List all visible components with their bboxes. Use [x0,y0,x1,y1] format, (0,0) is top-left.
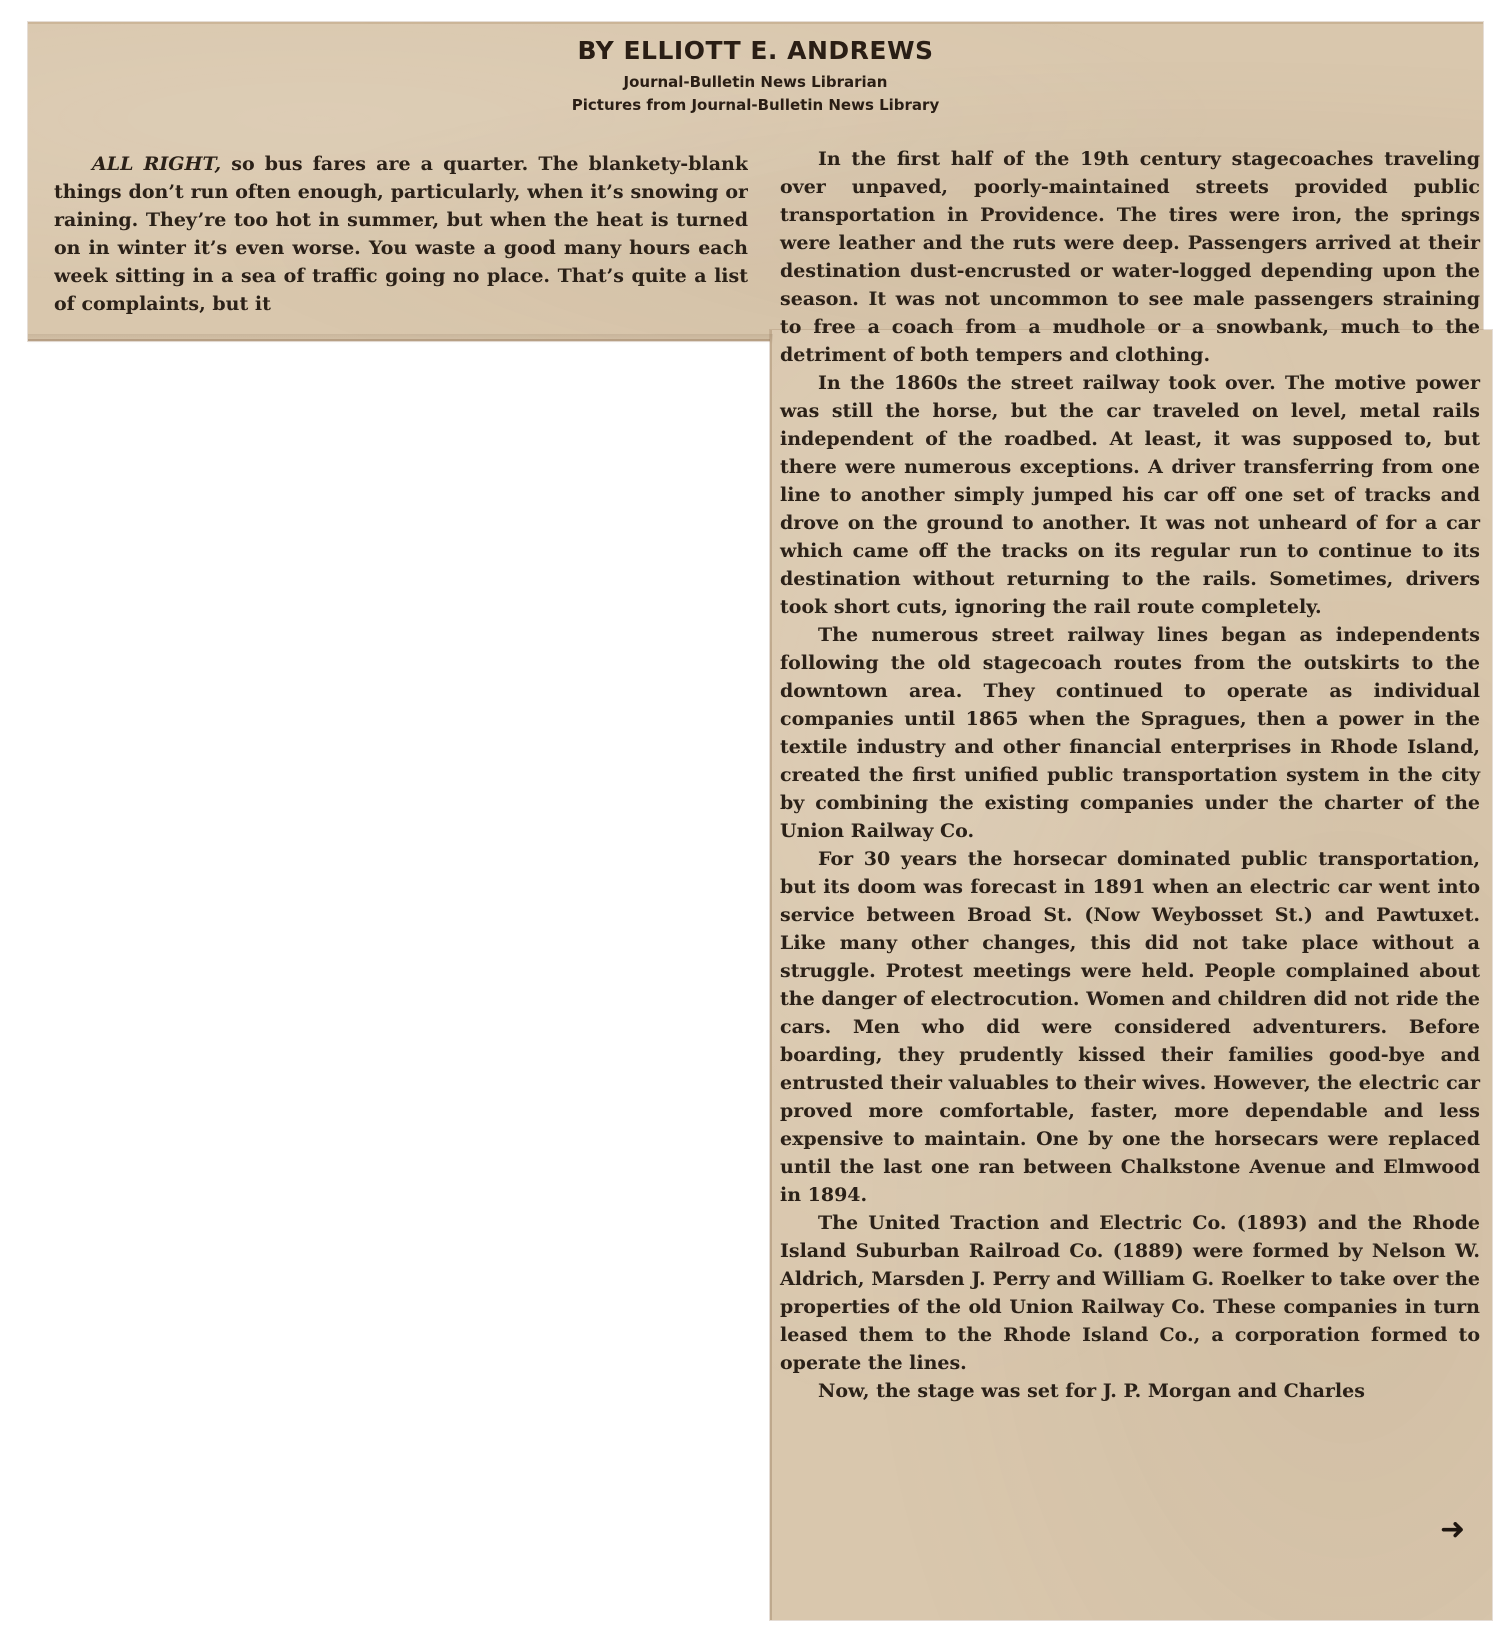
article-opening-paragraph [54,150,748,318]
article-right-column [780,145,1480,1405]
author-role: Journal-Bulletin News Librarian [623,73,888,91]
article-paragraph: In the 1860s the street railway took over. The motive power was still the horse, but the car traveled on level, metal rails independent of the roadbed. At least, it was supposed to, but there were numerous exceptions. A driver transferring from one line to another simply jumped his car off one set of tracks and drove on the ground to another. It was not unheard of for a car which came off the tracks on its regular run to continue to its destination without returning to the rails. Sometimes, drivers took short cuts, ignoring the rail route completely. [780,372,1480,618]
article-lead-in: ALL RIGHT, [92,153,222,175]
article-paragraph: In the first half of the 19th century stagecoaches traveling over unpaved, poorly-maintained streets provided public transportation in Providence. The tires were iron, the springs were leather and the ruts were deep. Passengers arrived at their destination dust-encrusted or water-logged depending upon the season. It was not uncommon to see male passengers straining to free a coach from a mudhole or a snowbank, much to the detriment of both tempers and clothing. [780,148,1480,366]
author-name: BY ELLIOTT E. ANDREWS [577,36,934,65]
continue-arrow-icon: ➜ [1440,1512,1466,1547]
article-left-column [54,150,748,340]
article-opening-text: so bus fares are a quarter. The blankety-blank things don’t run often enough, particularly, when it’s snowing or raining. They’re too hot in summer, but when the heat is turned on in winter it’s even worse. You waste a good many hours each week sitting in a sea of traffic going no place. That’s quite a list of complaints, but it [54,153,748,315]
article-paragraph: The numerous street railway lines began as independents following the old stagecoach routes from the outskirts to the downtown area. They continued to operate as individual companies until 1865 when the Spragues, then a power in the textile industry and other financial enterprises in Rhode Island, created the first unified public transportation system in the city by combining the existing companies under the charter of the Union Railway Co. [780,624,1480,842]
byline [28,36,1483,117]
picture-credit: Pictures from Journal-Bulletin News Library [571,96,940,114]
article-paragraph: Now, the stage was set for J. P. Morgan and Charles [818,1380,1365,1402]
article-paragraph: For 30 years the horsecar dominated public transportation, but its doom was forecast in 1891 when an electric car went into service between Broad St. (Now Weybosset St.) and Pawtuxet. Like many other changes, this did not take place without a struggle. Protest meetings were held. People complained about the danger of electrocution. Women and children did not ride the cars. Men who did were considered adventurers. Before boarding, they prudently kissed their families good-bye and entrusted their valuables to their wives. However, the electric car proved more comfortable, faster, more dependable and less expensive to maintain. One by one the horsecars were replaced until the last one ran between Chalkstone Avenue and Elmwood in 1894. [780,848,1480,1206]
article-paragraph: The United Traction and Electric Co. (1893) and the Rhode Island Suburban Railroad Co. (1889) were formed by Nelson W. Aldrich, Marsden J. Perry and William G. Roelker to take over the properties of the old Union Railway Co. These companies in turn leased them to the Rhode Island Co., a corporation formed to operate the lines. [780,1212,1480,1374]
